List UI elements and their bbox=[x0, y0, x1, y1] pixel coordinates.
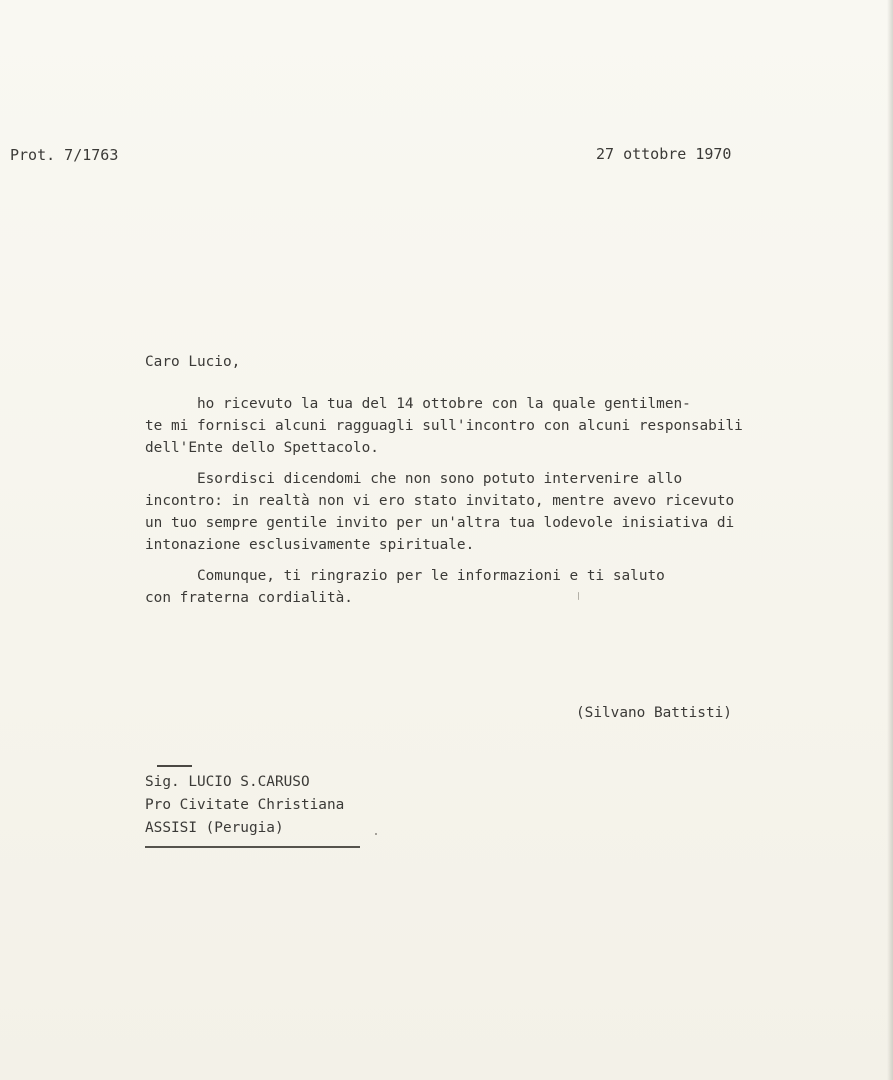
paragraph-line: incontro: in realtà non vi ero stato invitato, mentre avevo ricevuto bbox=[145, 493, 735, 509]
recipient-city: ASSISI (Perugia) bbox=[145, 820, 284, 836]
body-paragraph-3 bbox=[145, 565, 665, 609]
paper-speck bbox=[375, 833, 377, 835]
recipient-organization: Pro Civitate Christiana bbox=[145, 797, 345, 813]
paragraph-line: con fraterna cordialità. bbox=[145, 590, 353, 606]
paper-speck bbox=[578, 592, 579, 600]
paragraph-line: dell'Ente dello Spettacolo. bbox=[145, 440, 379, 456]
paragraph-line: ho ricevuto la tua del 14 ottobre con la quale gentilmen- bbox=[145, 396, 691, 412]
paragraph-line: Comunque, ti ringrazio per le informazioni e ti saluto bbox=[145, 568, 665, 584]
paragraph-line: Esordisci dicendomi che non sono potuto intervenire allo bbox=[145, 471, 683, 487]
recipient-name: Sig. LUCIO S.CARUSO bbox=[145, 774, 310, 790]
protocol-number: Prot. 7/1763 bbox=[10, 146, 119, 164]
letter-date: 27 ottobre 1970 bbox=[596, 145, 732, 163]
city-underline bbox=[145, 846, 360, 848]
signature: (Silvano Battisti) bbox=[576, 705, 732, 721]
paragraph-line: intonazione esclusivamente spirituale. bbox=[145, 537, 475, 553]
body-paragraph-2 bbox=[145, 468, 734, 556]
recipient-address bbox=[145, 771, 344, 840]
salutation: Caro Lucio, bbox=[145, 354, 241, 370]
body-paragraph-1 bbox=[145, 393, 743, 459]
paragraph-line: te mi fornisci alcuni ragguagli sull'incontro con alcuni responsabili bbox=[145, 418, 743, 434]
paragraph-line: un tuo sempre gentile invito per un'altra tua lodevole inisiativa di bbox=[145, 515, 735, 531]
address-divider bbox=[157, 765, 192, 767]
